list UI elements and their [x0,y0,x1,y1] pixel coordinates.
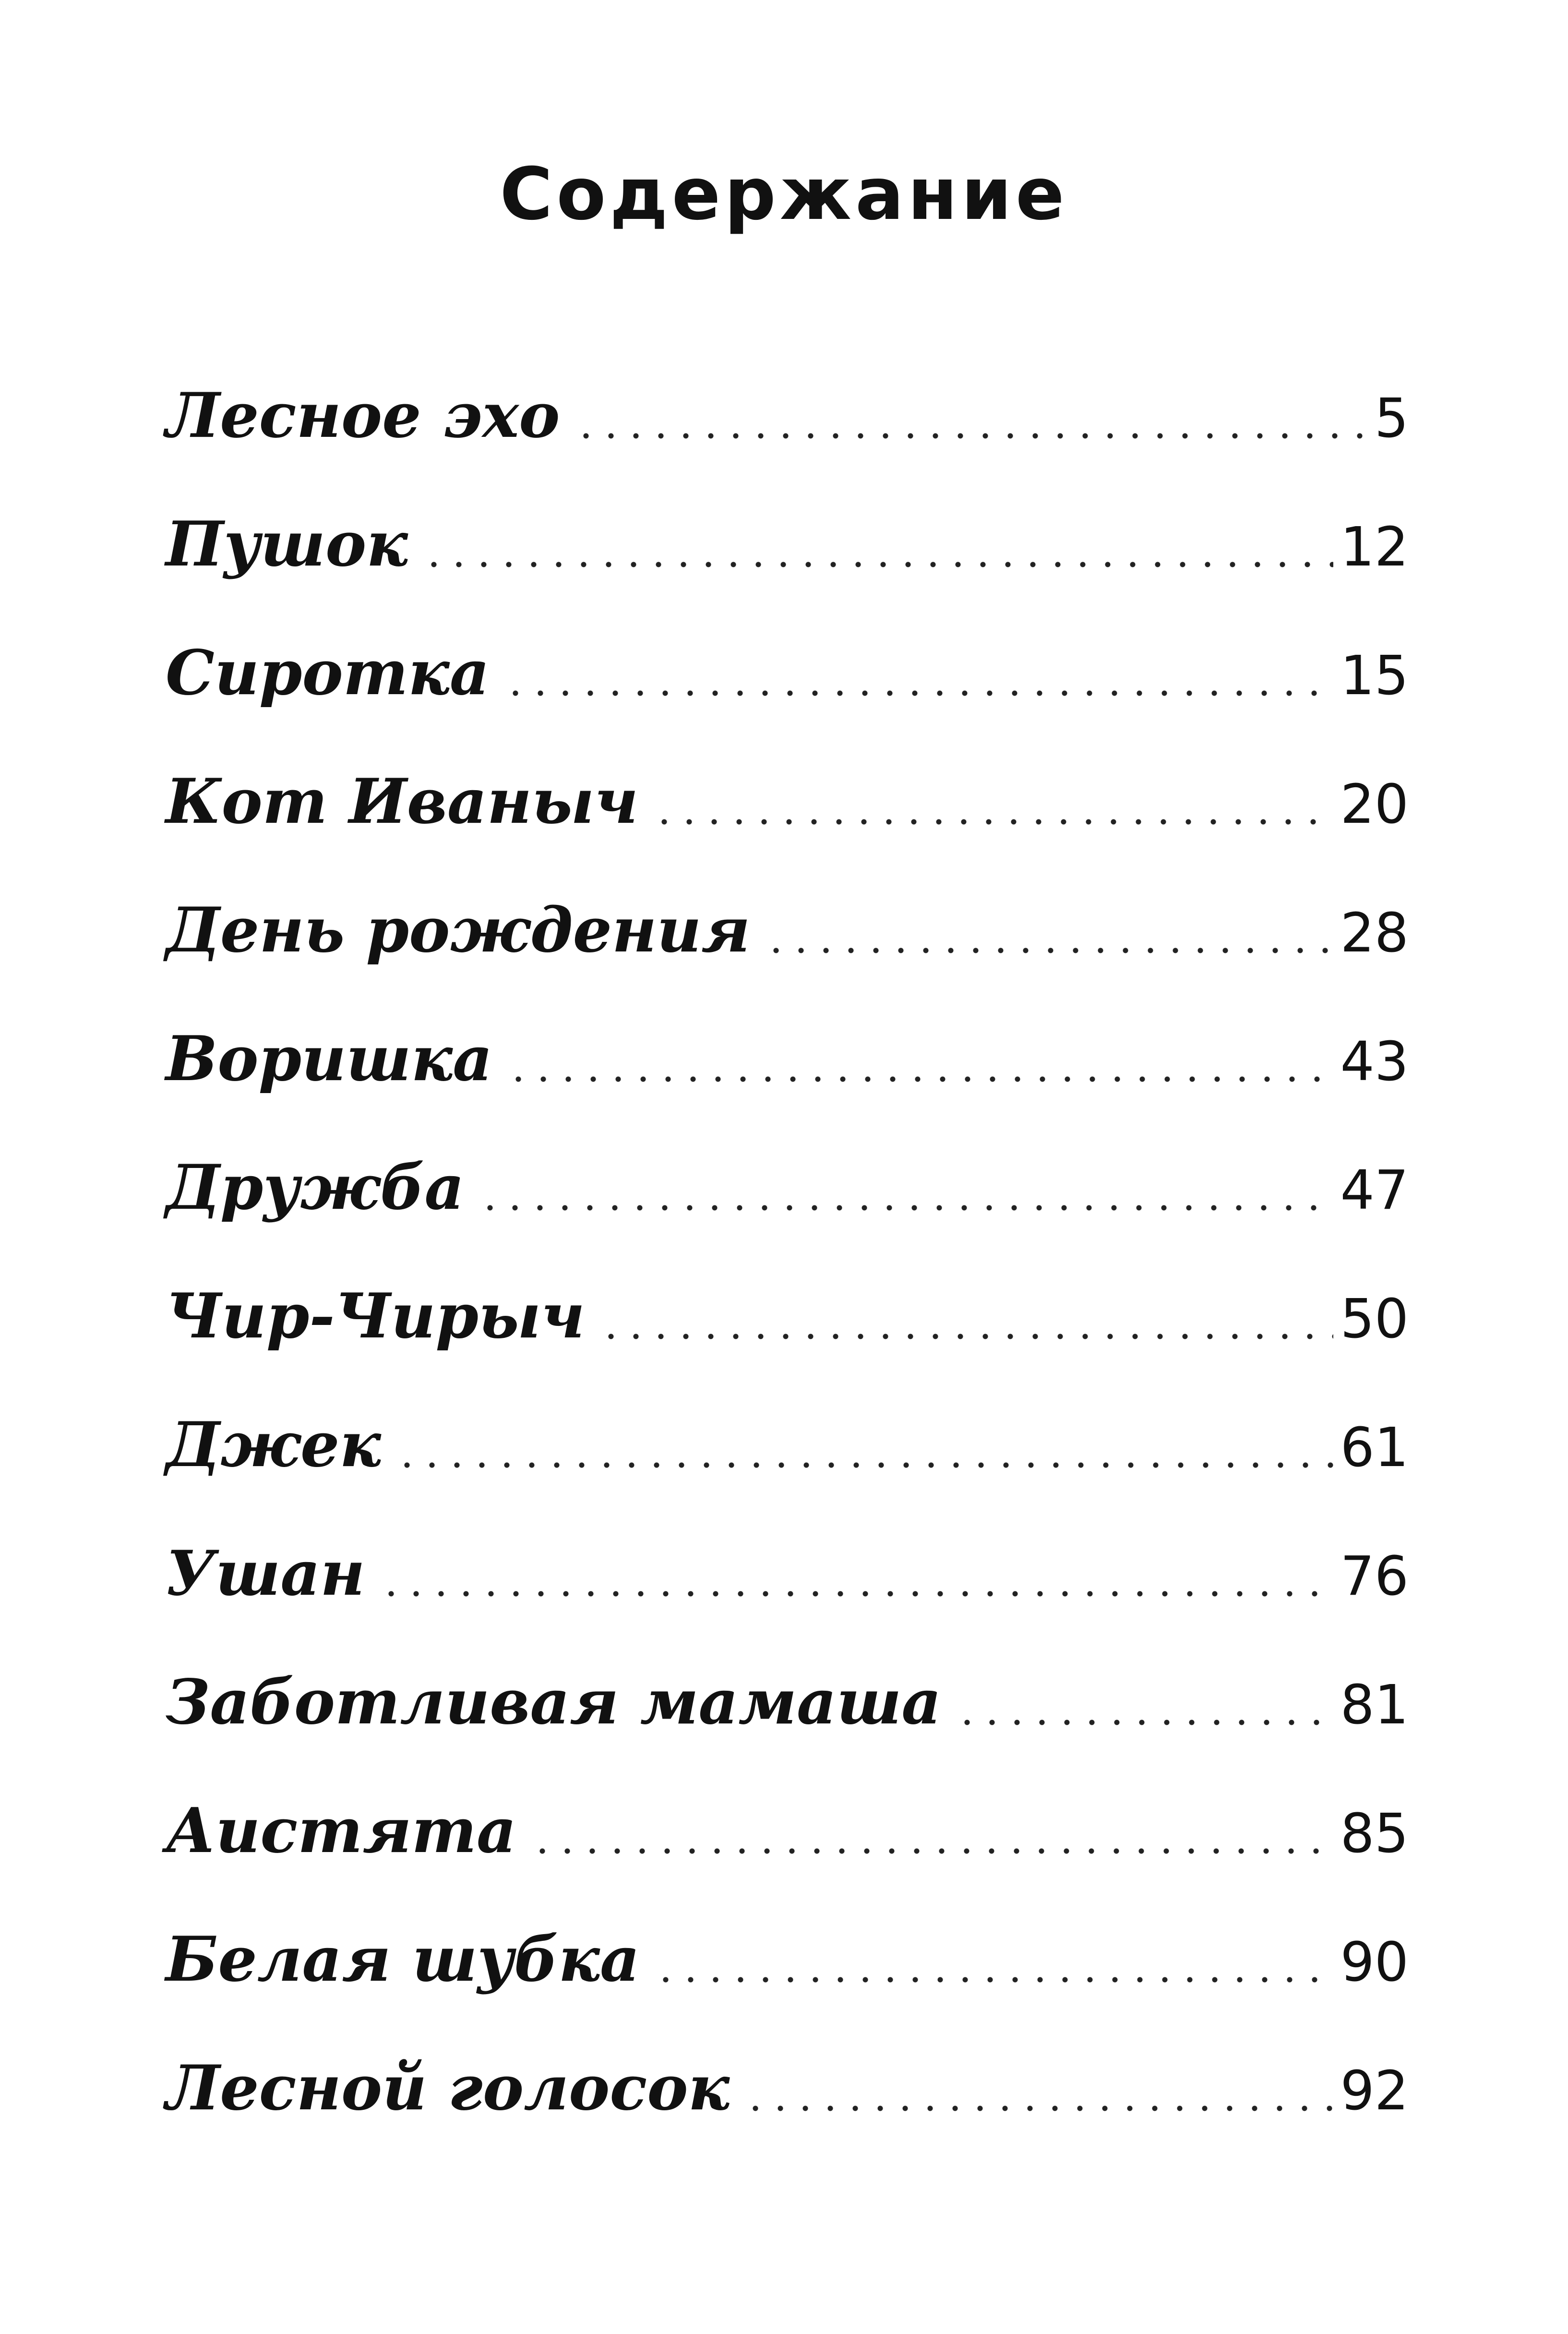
toc-entry[interactable] [166,717,1409,846]
toc-entry-page: 43 [1340,1031,1409,1093]
page-title: Содержание [500,153,1068,236]
toc-entry-title: Воришка [166,1023,493,1095]
dot-leader [506,1076,1333,1082]
dot-leader [955,1720,1333,1725]
toc-entry[interactable] [166,460,1409,589]
toc-entry[interactable] [166,1360,1409,1489]
dot-leader [379,1591,1334,1597]
toc-entry[interactable] [166,589,1409,717]
toc-entry-title: День рождения [166,894,751,966]
table-of-contents [166,331,1409,2132]
toc-entry-page: 85 [1340,1803,1409,1865]
toc-entry-title: Сиротка [166,637,490,709]
toc-entry-page: 28 [1340,902,1409,964]
toc-entry[interactable] [166,2004,1409,2132]
toc-entry[interactable] [166,1746,1409,1875]
toc-entry[interactable] [166,846,1409,975]
toc-entry-page: 15 [1340,645,1409,707]
toc-entry-page: 50 [1340,1288,1409,1350]
toc-entry-page: 12 [1340,516,1409,578]
toc-entry-title: Заботливая мамаша [166,1666,942,1738]
toc-entry[interactable] [166,1103,1409,1232]
dot-leader [574,433,1368,439]
dot-leader [530,1848,1334,1854]
toc-entry-title: Аистята [166,1795,516,1867]
dot-leader [764,948,1333,953]
dot-leader [652,819,1334,825]
toc-entry-title: Ушан [166,1538,365,1610]
toc-entry-page: 81 [1340,1674,1409,1736]
toc-entry-page: 20 [1340,773,1409,836]
toc-entry[interactable] [166,975,1409,1103]
toc-entry-title: Лесной голосок [166,2052,730,2124]
toc-entry-page: 61 [1340,1417,1409,1479]
toc-entry[interactable] [166,1232,1409,1360]
dot-leader [503,690,1334,696]
toc-entry-page: 92 [1340,2060,1409,2122]
dot-leader [598,1334,1334,1339]
dot-leader [743,2105,1333,2111]
toc-entry-title: Лесное эхо [166,380,560,452]
toc-entry-page: 47 [1340,1159,1409,1222]
dot-leader [478,1205,1333,1211]
toc-entry[interactable] [166,1618,1409,1746]
toc-entry[interactable] [166,1875,1409,2004]
toc-entry-title: Пушок [166,508,408,580]
toc-entry[interactable] [166,331,1409,460]
toc-entry-page: 76 [1340,1545,1409,1608]
dot-leader [395,1462,1333,1468]
toc-entry-title: Кот Иваныч [166,766,638,838]
toc-entry[interactable] [166,1489,1409,1618]
toc-entry-page: 5 [1374,387,1409,450]
dot-leader [421,562,1334,567]
toc-entry-title: Белая шубка [166,1924,640,1996]
toc-entry-title: Чир-Чирыч [166,1280,585,1352]
toc-entry-title: Дружба [166,1152,465,1224]
toc-entry-title: Джек [166,1409,381,1481]
toc-entry-page: 90 [1340,1931,1409,1994]
dot-leader [653,1977,1334,1983]
